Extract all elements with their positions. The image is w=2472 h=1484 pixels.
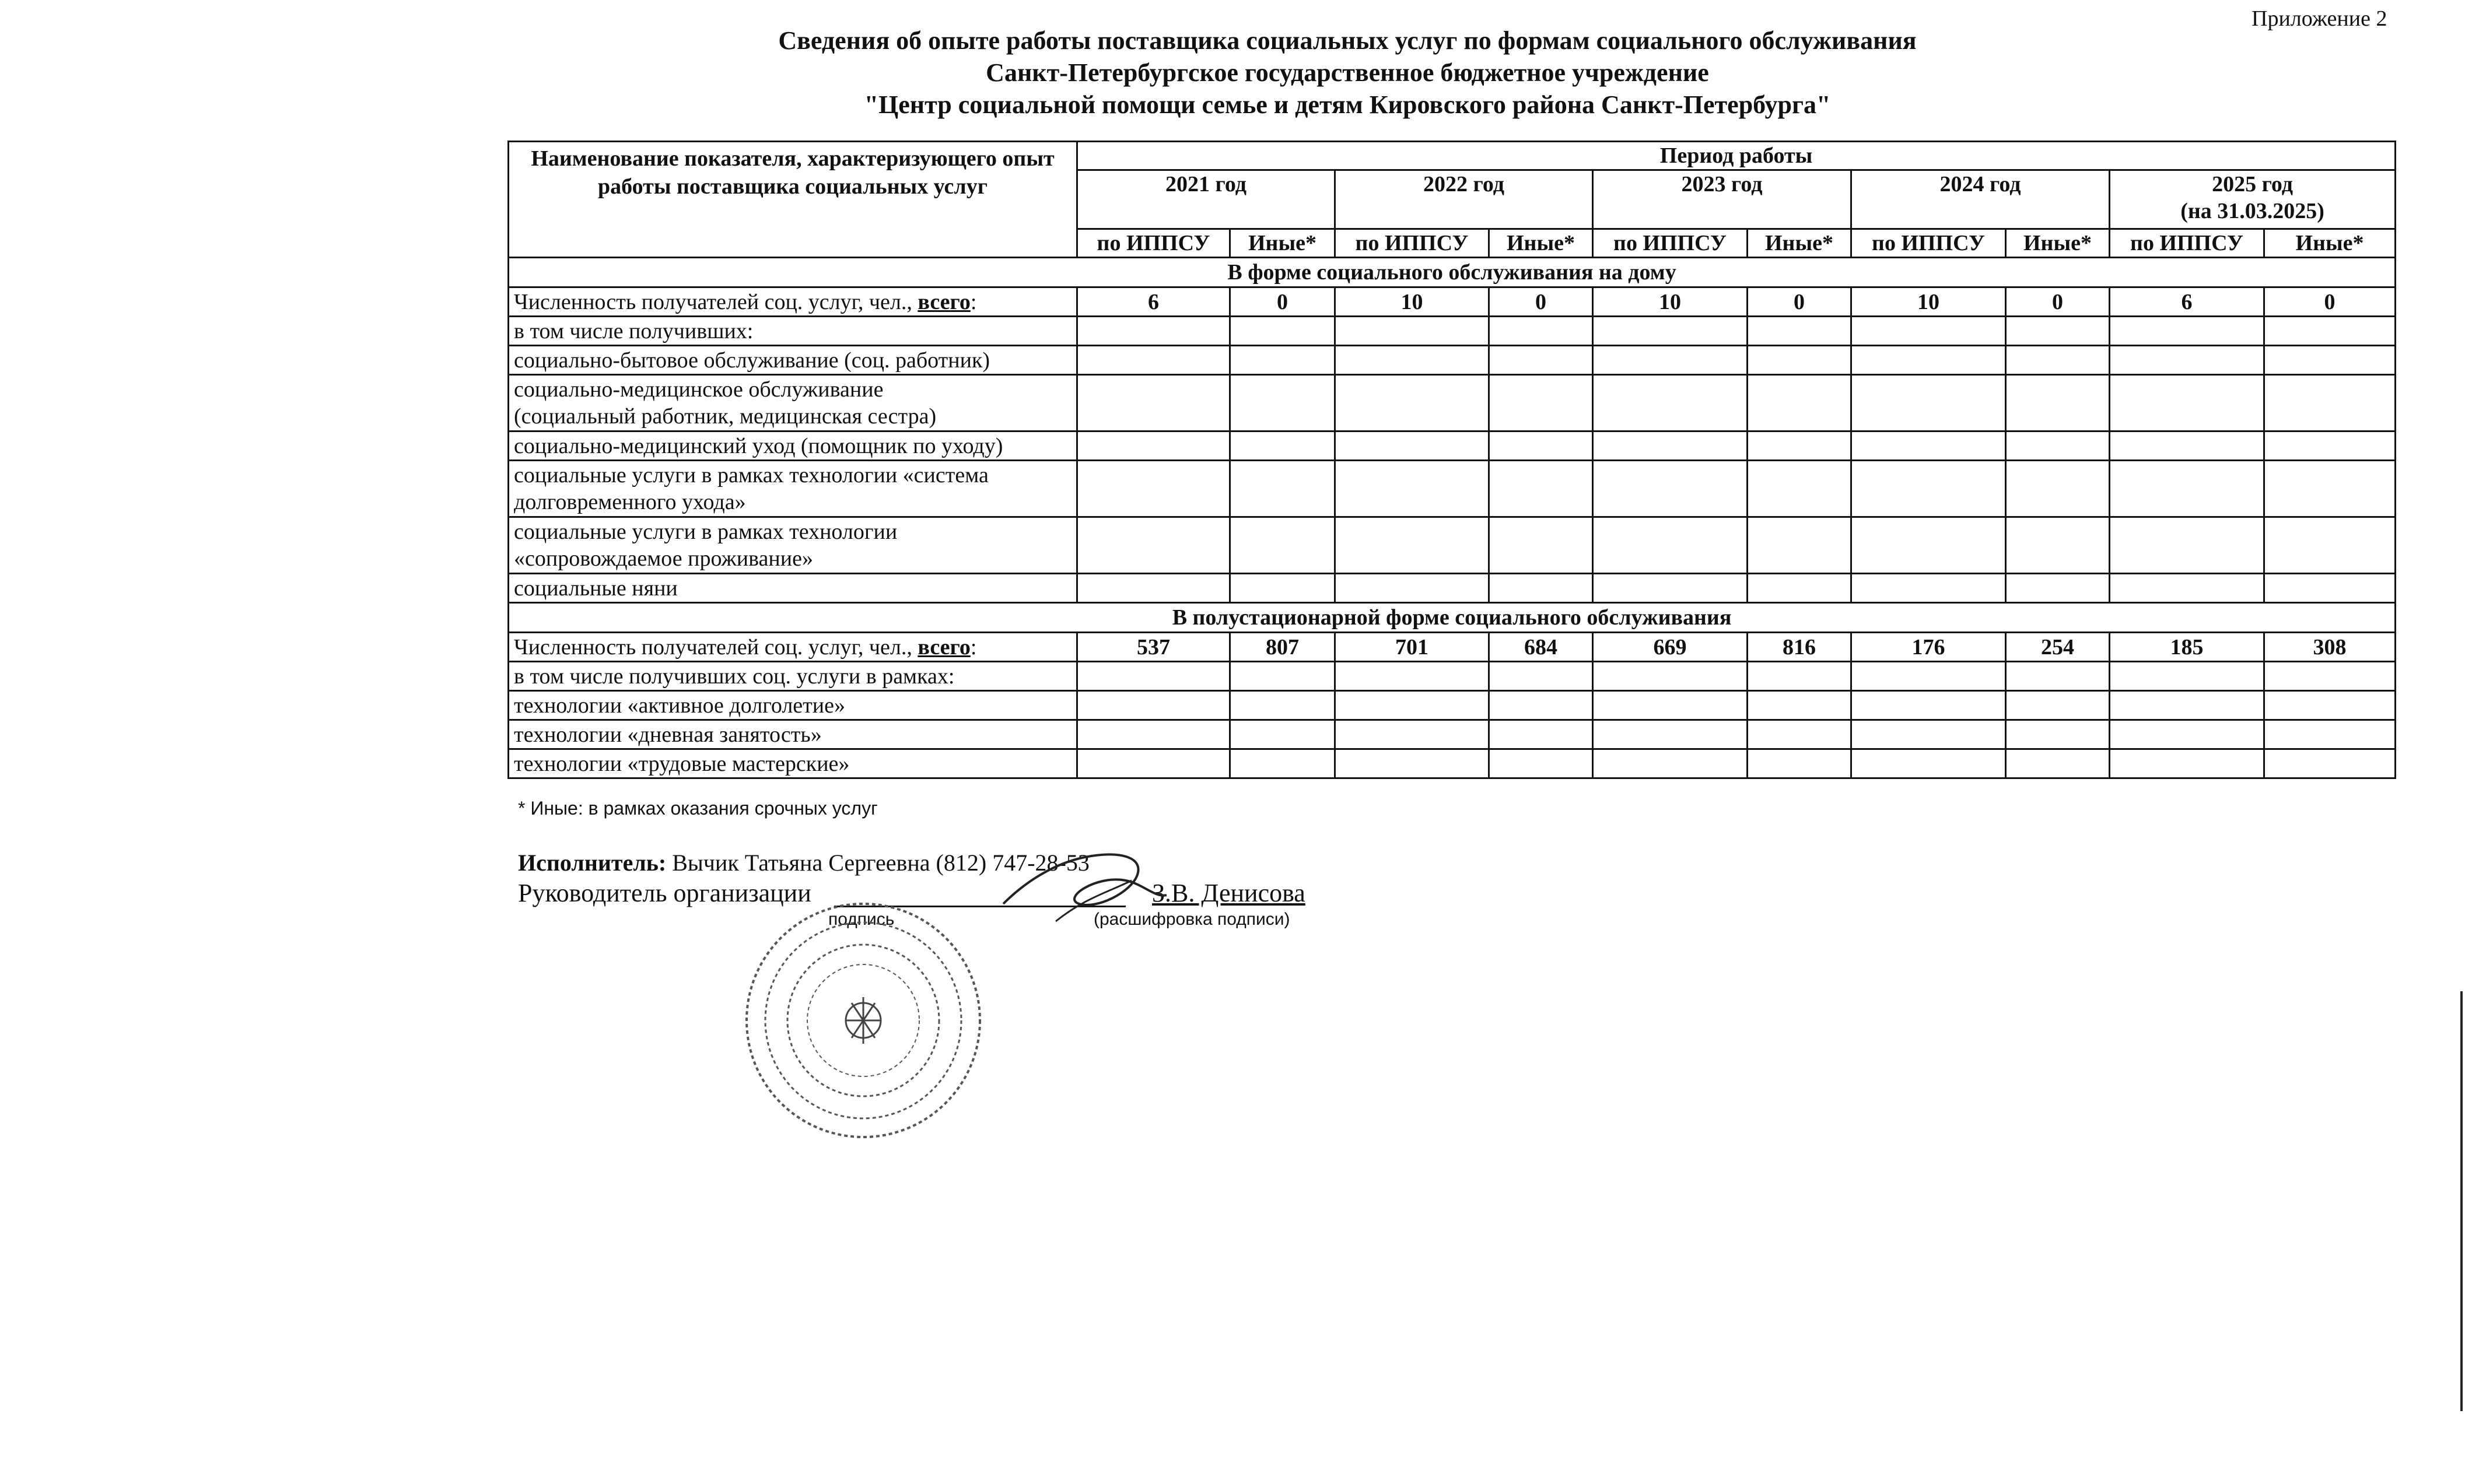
empty-cell <box>2264 431 2396 461</box>
empty-cell <box>2110 431 2264 461</box>
empty-cell <box>1593 461 1748 517</box>
empty-cell <box>1593 375 1748 431</box>
head-label: Руководитель организации <box>518 879 811 907</box>
empty-cell <box>2006 461 2110 517</box>
empty-cell <box>2264 461 2396 517</box>
empty-cell <box>1851 749 2006 778</box>
empty-cell <box>1593 691 1748 720</box>
empty-cell <box>1748 346 1851 375</box>
empty-cell <box>1489 662 1593 691</box>
empty-cell <box>1748 461 1851 517</box>
subheader-other: Иные* <box>1748 229 1851 258</box>
year-header: 2021 год <box>1077 170 1335 229</box>
empty-cell <box>1489 720 1593 749</box>
empty-cell <box>2110 691 2264 720</box>
organization-stamp <box>735 886 992 1155</box>
empty-cell <box>1335 749 1489 778</box>
empty-cell <box>1748 720 1851 749</box>
empty-cell <box>1748 691 1851 720</box>
empty-cell <box>2006 720 2110 749</box>
empty-cell <box>1230 431 1335 461</box>
empty-cell <box>1851 317 2006 346</box>
indicator-label: социальные услуги в рамках технологии «система долговременного ухода» <box>509 461 1077 517</box>
indicator-label: социально-бытовое обслуживание (соц. работник) <box>509 346 1077 375</box>
total-label-text: Численность получателей соц. услуг, чел., <box>514 289 918 314</box>
indicator-label: в том числе получивших: <box>509 317 1077 346</box>
indicator-label: технологии «трудовые мастерские» <box>509 749 1077 778</box>
empty-cell <box>1748 375 1851 431</box>
subheader-ippsu: по ИППСУ <box>1077 229 1230 258</box>
total-label <box>509 287 1077 317</box>
empty-cell <box>2110 461 2264 517</box>
subheader-other: Иные* <box>1230 229 1335 258</box>
total-value-cell: 10 <box>1593 287 1748 317</box>
indicator-row <box>509 461 2396 517</box>
empty-cell <box>1077 720 1230 749</box>
total-value-cell: 0 <box>1489 287 1593 317</box>
empty-cell <box>1077 431 1230 461</box>
subheader-ippsu: по ИППСУ <box>2110 229 2264 258</box>
total-row <box>509 633 2396 662</box>
empty-cell <box>1230 461 1335 517</box>
empty-cell <box>2264 346 2396 375</box>
indicator-label: технологии «дневная занятость» <box>509 720 1077 749</box>
total-value-cell: 537 <box>1077 633 1230 662</box>
indicator-label: в том числе получивших соц. услуги в рамках: <box>509 662 1077 691</box>
empty-cell <box>1335 346 1489 375</box>
empty-cell <box>1077 375 1230 431</box>
empty-cell <box>1335 431 1489 461</box>
total-value-cell: 669 <box>1593 633 1748 662</box>
total-value-cell: 254 <box>2006 633 2110 662</box>
empty-cell <box>1335 691 1489 720</box>
empty-cell <box>1335 517 1489 574</box>
subheader-other: Иные* <box>2264 229 2396 258</box>
total-value-cell: 308 <box>2264 633 2396 662</box>
indicator-row <box>509 517 2396 574</box>
total-value-cell: 0 <box>2006 287 2110 317</box>
indicator-row <box>509 375 2396 431</box>
empty-cell <box>1489 749 1593 778</box>
total-colon: : <box>970 634 977 659</box>
empty-cell <box>1489 517 1593 574</box>
total-word: всего <box>918 634 971 659</box>
empty-cell <box>1593 517 1748 574</box>
empty-cell <box>1335 662 1489 691</box>
executor-label: Исполнитель: <box>518 850 667 876</box>
empty-cell <box>1851 431 2006 461</box>
empty-cell <box>1230 749 1335 778</box>
indicator-row <box>509 317 2396 346</box>
empty-cell <box>1593 749 1748 778</box>
empty-cell <box>1748 662 1851 691</box>
title-line-1: Сведения об опыте работы поставщика социальных услуг по формам социального обслуживания <box>778 26 1917 55</box>
head-name: З.В. Денисова <box>1152 879 1305 907</box>
empty-cell <box>1230 517 1335 574</box>
year-header: 2023 год <box>1593 170 1851 229</box>
empty-cell <box>1335 461 1489 517</box>
title-line-2: Санкт-Петербургское государственное бюджетное учреждение <box>986 58 1709 87</box>
empty-cell <box>2006 749 2110 778</box>
title-line-3: "Центр социальной помощи семье и детям Кировского района Санкт-Петербурга" <box>864 90 1831 119</box>
empty-cell <box>2110 574 2264 603</box>
period-header: Период работы <box>1077 142 2396 170</box>
empty-cell <box>1077 346 1230 375</box>
appendix-label: Приложение 2 <box>2252 6 2387 31</box>
total-value-cell: 0 <box>2264 287 2396 317</box>
empty-cell <box>1230 574 1335 603</box>
empty-cell <box>2006 691 2110 720</box>
total-value-cell: 816 <box>1748 633 1851 662</box>
empty-cell <box>1748 317 1851 346</box>
empty-cell <box>1851 517 2006 574</box>
empty-cell <box>1489 691 1593 720</box>
indicator-row <box>509 346 2396 375</box>
empty-cell <box>2264 375 2396 431</box>
empty-cell <box>2264 749 2396 778</box>
empty-cell <box>1593 346 1748 375</box>
empty-cell <box>1748 574 1851 603</box>
scan-edge-line <box>2460 991 2463 1411</box>
total-value-cell: 701 <box>1335 633 1489 662</box>
empty-cell <box>1077 317 1230 346</box>
indicator-name-header: Наименование показателя, характеризующего опыт работы поставщика социальных услуг <box>509 142 1077 258</box>
indicator-row <box>509 574 2396 603</box>
document-title <box>595 24 2100 121</box>
total-value-cell: 684 <box>1489 633 1593 662</box>
empty-cell <box>2006 517 2110 574</box>
total-colon: : <box>970 289 977 314</box>
indicator-row <box>509 749 2396 778</box>
empty-cell <box>1489 431 1593 461</box>
empty-cell <box>2110 346 2264 375</box>
signature-caption: подпись <box>828 910 895 929</box>
empty-cell <box>2264 574 2396 603</box>
decode-caption: (расшифровка подписи) <box>1094 910 1290 929</box>
empty-cell <box>1593 431 1748 461</box>
section-header-row <box>509 603 2396 633</box>
empty-cell <box>1851 662 2006 691</box>
empty-cell <box>1077 662 1230 691</box>
subheader-ippsu: по ИППСУ <box>1335 229 1489 258</box>
empty-cell <box>1851 691 2006 720</box>
empty-cell <box>2006 662 2110 691</box>
section-title: В форме социального обслуживания на дому <box>509 258 2396 287</box>
empty-cell <box>1489 317 1593 346</box>
empty-cell <box>2264 720 2396 749</box>
empty-cell <box>1748 517 1851 574</box>
empty-cell <box>1593 574 1748 603</box>
empty-cell <box>1230 691 1335 720</box>
indicator-row <box>509 691 2396 720</box>
year-header: 2025 год (на 31.03.2025) <box>2110 170 2396 229</box>
subheader-other: Иные* <box>2006 229 2110 258</box>
empty-cell <box>2006 346 2110 375</box>
total-value-cell: 0 <box>1748 287 1851 317</box>
empty-cell <box>1851 346 2006 375</box>
empty-cell <box>1489 346 1593 375</box>
empty-cell <box>1489 574 1593 603</box>
section-header-row <box>509 258 2396 287</box>
empty-cell <box>1335 375 1489 431</box>
empty-cell <box>2006 375 2110 431</box>
executor-value: Вычик Татьяна Сергеевна (812) 747-28-53 <box>666 850 1090 876</box>
empty-cell <box>2264 517 2396 574</box>
empty-cell <box>1335 574 1489 603</box>
total-value-cell: 807 <box>1230 633 1335 662</box>
empty-cell <box>1230 375 1335 431</box>
empty-cell <box>1593 662 1748 691</box>
indicator-label: технологии «активное долголетие» <box>509 691 1077 720</box>
handwritten-signature <box>992 840 1178 927</box>
indicator-row <box>509 662 2396 691</box>
empty-cell <box>2264 662 2396 691</box>
total-value-cell: 0 <box>1230 287 1335 317</box>
empty-cell <box>1593 317 1748 346</box>
empty-cell <box>1851 375 2006 431</box>
total-value-cell: 176 <box>1851 633 2006 662</box>
empty-cell <box>2264 317 2396 346</box>
subheader-other: Иные* <box>1489 229 1593 258</box>
empty-cell <box>2110 517 2264 574</box>
empty-cell <box>1230 662 1335 691</box>
empty-cell <box>1748 749 1851 778</box>
empty-cell <box>1077 574 1230 603</box>
experience-table <box>507 141 2396 779</box>
year-header: 2022 год <box>1335 170 1593 229</box>
empty-cell <box>1489 461 1593 517</box>
empty-cell <box>1077 461 1230 517</box>
total-value-cell: 185 <box>2110 633 2264 662</box>
total-label <box>509 633 1077 662</box>
indicator-label: социальные няни <box>509 574 1077 603</box>
empty-cell <box>1593 720 1748 749</box>
empty-cell <box>1748 431 1851 461</box>
empty-cell <box>1335 317 1489 346</box>
subheader-ippsu: по ИППСУ <box>1593 229 1748 258</box>
indicator-row <box>509 431 2396 461</box>
empty-cell <box>2110 720 2264 749</box>
empty-cell <box>1851 574 2006 603</box>
total-value-cell: 6 <box>2110 287 2264 317</box>
empty-cell <box>1077 517 1230 574</box>
empty-cell <box>1230 720 1335 749</box>
subheader-ippsu: по ИППСУ <box>1851 229 2006 258</box>
footnote: * Иные: в рамках оказания срочных услуг <box>518 798 878 819</box>
total-value-cell: 6 <box>1077 287 1230 317</box>
total-value-cell: 10 <box>1851 287 2006 317</box>
indicator-row <box>509 720 2396 749</box>
empty-cell <box>1335 720 1489 749</box>
empty-cell <box>2110 375 2264 431</box>
total-value-cell: 10 <box>1335 287 1489 317</box>
empty-cell <box>2110 662 2264 691</box>
empty-cell <box>2110 317 2264 346</box>
total-label-text: Численность получателей соц. услуг, чел., <box>514 634 918 659</box>
empty-cell <box>1489 375 1593 431</box>
empty-cell <box>2006 317 2110 346</box>
empty-cell <box>1851 461 2006 517</box>
empty-cell <box>2006 431 2110 461</box>
empty-cell <box>1077 749 1230 778</box>
empty-cell <box>2110 749 2264 778</box>
empty-cell <box>1230 346 1335 375</box>
empty-cell <box>1851 720 2006 749</box>
total-row <box>509 287 2396 317</box>
indicator-label: социальные услуги в рамках технологии «сопровождаемое проживание» <box>509 517 1077 574</box>
indicator-label: социально-медицинский уход (помощник по уходу) <box>509 431 1077 461</box>
total-word: всего <box>918 289 971 314</box>
indicator-label: социально-медицинское обслуживание (социальный работник, медицинская сестра) <box>509 375 1077 431</box>
empty-cell <box>1077 691 1230 720</box>
empty-cell <box>2006 574 2110 603</box>
year-header: 2024 год <box>1851 170 2110 229</box>
empty-cell <box>1230 317 1335 346</box>
empty-cell <box>2264 691 2396 720</box>
section-title: В полустационарной форме социального обслуживания <box>509 603 2396 633</box>
